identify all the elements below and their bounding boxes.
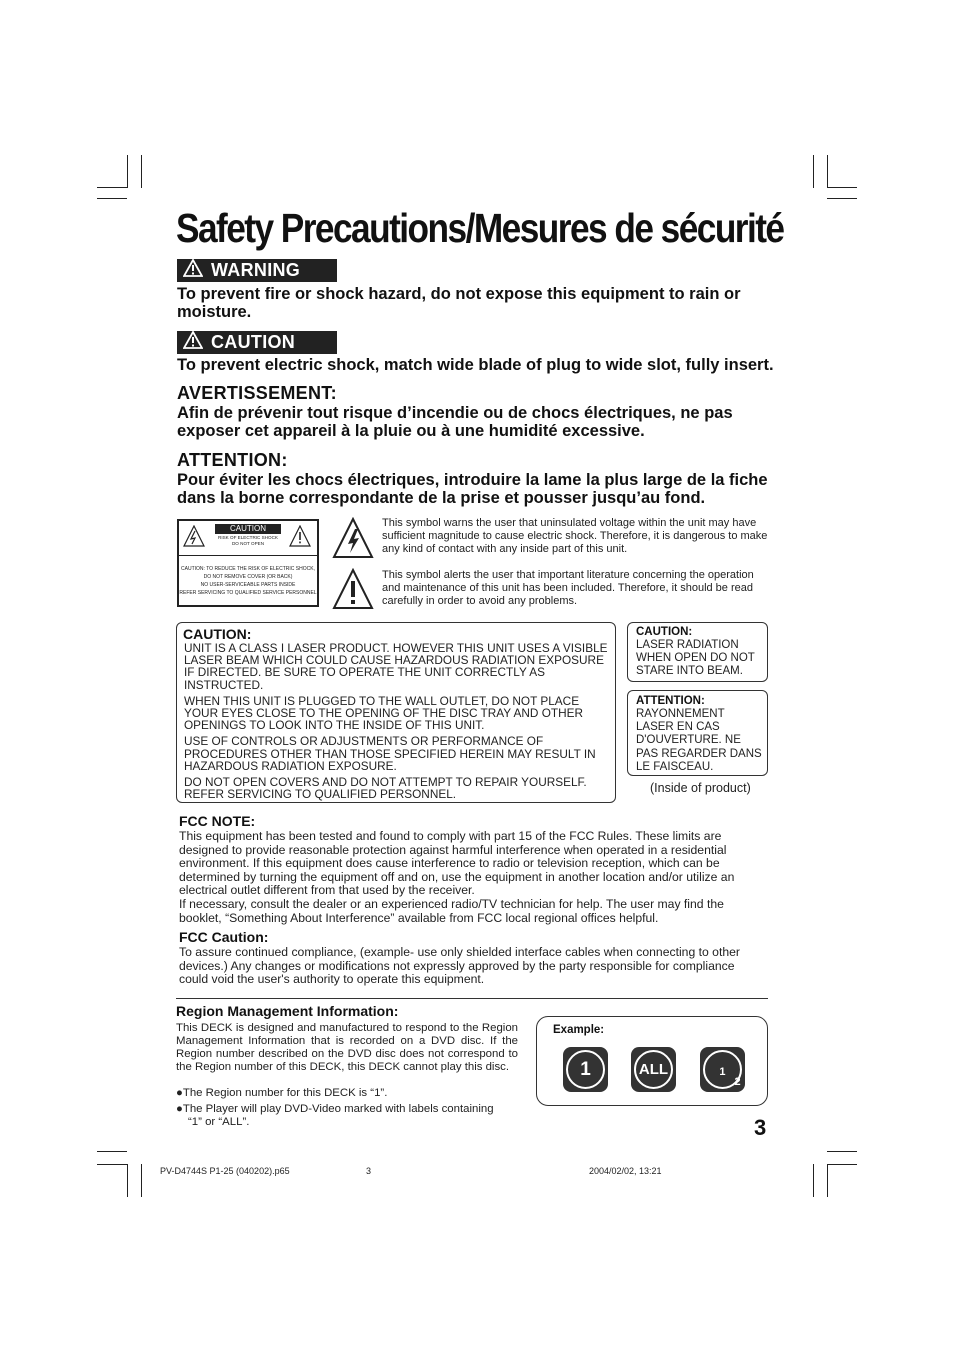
caution-label-text: CAUTION xyxy=(211,332,296,352)
exclamation-symbol-text: This symbol alerts the user that important literature concerning the operation and maintenance of this unit has been included. Therefore, it should be read carefully in order to avoid any problems. xyxy=(382,569,754,607)
bullet-icon: ● xyxy=(176,1103,183,1115)
attention-heading: ATTENTION: xyxy=(177,450,288,470)
region-disc-multi-icon xyxy=(700,1047,756,1098)
region-disc-1-label: 1 xyxy=(580,1058,591,1080)
warning-label-text: WARNING xyxy=(211,260,301,280)
crop-mark xyxy=(813,155,814,188)
crop-mark xyxy=(827,155,828,188)
warning-triangle-icon xyxy=(183,259,203,283)
lightning-symbol-text: This symbol warns the user that uninsulated voltage within the unit may have sufficient magnitude to cause electric shock. Therefore, it is dangerous to make any kind of contact with any inside part of this unit. xyxy=(382,517,768,555)
region-text: This DECK is designed and manufactured to respond to the Region Management Information that is recorded on a DVD disc. If the Region number described on the DVD disc does not correspond to the Region number of this DECK, this DECK cannot play this disc. xyxy=(176,1022,518,1073)
label-risk-line2: DO NOT OPEN xyxy=(231,541,265,546)
region-disc-all-icon xyxy=(631,1047,676,1092)
page-title: Safety Precautions/Mesures de sécurité xyxy=(176,205,784,251)
label-caution-box xyxy=(215,524,281,547)
region-disc-multi-a: 1 xyxy=(719,1065,726,1078)
caution-text: To prevent electric shock, match wide blade of plug to wide slot, fully insert. xyxy=(177,356,774,374)
crop-mark xyxy=(827,187,857,188)
laser-caution-body xyxy=(184,642,614,804)
crop-mark xyxy=(97,198,127,199)
label-line3: NO USER-SERVICEABLE PARTS INSIDE xyxy=(200,582,296,588)
region-bullet1 xyxy=(176,1087,518,1100)
crop-mark xyxy=(127,1164,128,1197)
fcc-note-p2: If necessary, consult the dealer or an experienced radio/TV technician for help. The user may find the booklet, “Something About Interference” available from FCC local regional offices helpful. xyxy=(179,896,724,925)
fcc-note-body xyxy=(179,830,763,925)
side-attention-box xyxy=(627,690,768,776)
crop-mark xyxy=(97,1151,127,1152)
warning-text: To prevent fire or shock hazard, do not expose this equipment to rain or moisture. xyxy=(177,285,741,321)
crop-mark xyxy=(827,1151,857,1152)
page-number: 3 xyxy=(754,1115,767,1140)
section-divider xyxy=(176,998,768,999)
region-disc-1-icon xyxy=(563,1047,608,1092)
region-bullet2-text: The Player will play DVD-Video marked with labels containing “1” or “ALL”. xyxy=(182,1103,494,1128)
label-diagram-bottom xyxy=(179,565,317,597)
label-diagram-top xyxy=(179,521,317,556)
laser-caution-heading: CAUTION: xyxy=(183,626,252,642)
region-disc-multi-c: 4 xyxy=(749,1085,756,1098)
region-bullet1-text: The Region number for this DECK is “1”. xyxy=(182,1087,388,1099)
label-line1: CAUTION: TO REDUCE THE RISK OF ELECTRIC SHOCK, xyxy=(181,566,315,572)
side-caution-text: LASER RADIATION WHEN OPEN DO NOT STARE INTO BEAM. xyxy=(636,639,755,678)
side-caution-heading: CAUTION: xyxy=(636,626,693,638)
laser-caution-p2: WHEN THIS UNIT IS PLUGGED TO THE WALL OUTLET, DO NOT PLACE YOUR EYES CLOSE TO THE OPENING OF THE DISC TRAY AND OTHER OPENINGS TO LOOK INTO THE INSIDE OF THIS UNIT. xyxy=(184,693,583,733)
label-line4: REFER SERVICING TO QUALIFIED SERVICE PERSONNEL xyxy=(179,590,317,596)
crop-mark xyxy=(97,187,127,188)
attention-text: Pour éviter les chocs électriques, introduire la lame la plus large de la fiche dans la borne correspondante de la prise et pousser jusqu’au fond. xyxy=(177,471,768,507)
region-disc-all-label: ALL xyxy=(638,1061,669,1078)
crop-mark xyxy=(141,1164,142,1197)
label-risk-line1: RISK OF ELECTRIC SHOCK xyxy=(218,535,278,540)
inside-product-note: (Inside of product) xyxy=(650,781,751,795)
fcc-note-p1: This equipment has been tested and found to comply with part 15 of the FCC Rules. These limits are designed to provide reasonable protection against harmful interference when operated in a residential environment. If this equipment does cause interference to radio or television reception, which can be determined by turning the equipment off and on, use the equipment in another location and/or utilize an electrical outlet different from that used by the receiver. xyxy=(179,829,735,898)
crop-mark xyxy=(127,155,128,188)
crop-mark xyxy=(141,155,142,188)
region-disc-multi-b: 2 xyxy=(734,1075,741,1088)
region-heading: Region Management Information: xyxy=(176,1003,399,1019)
fcc-caution-heading: FCC Caution: xyxy=(179,929,269,945)
avertissement-text: Afin de prévenir tout risque d’incendie ou de chocs électriques, ne pas exposer cet appareil à la pluie ou à une humidité excessive. xyxy=(177,404,733,440)
fcc-note-heading: FCC NOTE: xyxy=(179,813,256,829)
laser-caution-p1: UNIT IS A CLASS I LASER PRODUCT. HOWEVER THIS UNIT USES A VISIBLE LASER BEAM WHICH COULD CAUSE HAZARDOUS RADIATION EXPOSURE IF DIRECTED. BE SURE TO OPERATE THE UNIT CORRECTLY AS INSTRUCTED. xyxy=(184,641,608,692)
side-attention-heading: ATTENTION: xyxy=(636,695,705,707)
exclamation-triangle-icon xyxy=(289,525,311,547)
crop-mark xyxy=(813,1164,814,1197)
caution-label xyxy=(177,331,337,354)
laser-caution-p4: DO NOT OPEN COVERS AND DO NOT ATTEMPT TO REPAIR YOURSELF. REFER SERVICING TO QUALIFIED PERSONNEL. xyxy=(184,775,587,802)
laser-caution-p3: USE OF CONTROLS OR ADJUSTMENTS OR PERFORMANCE OF PROCEDURES OTHER THAN THOSE SPECIFIED HEREIN MAY RESULT IN HAZARDOUS RADIATION EXPOSURE. xyxy=(184,734,596,773)
fcc-caution-text: To assure continued compliance, (example- use only shielded interface cables when connecting to other devices.) Any changes or modifications not expressly approved by the party responsible for compliance could void the user's authority to operate this equipment. xyxy=(179,945,740,987)
lightning-triangle-icon xyxy=(183,525,205,547)
label-line2: DO NOT REMOVE COVER (OR BACK) xyxy=(203,574,293,580)
crop-mark xyxy=(827,1164,828,1197)
lightning-triangle-icon xyxy=(332,517,374,559)
side-attention-text: RAYONNEMENT LASER EN CAS D'OUVERTURE. NE PAS REGARDER DANS LE FAISCEAU. xyxy=(636,708,762,773)
warning-label xyxy=(177,259,337,282)
footer-timestamp: 2004/02/02, 13:21 xyxy=(589,1166,662,1176)
exclamation-triangle-icon xyxy=(332,568,374,610)
warning-triangle-icon xyxy=(183,331,203,355)
crop-mark xyxy=(827,198,857,199)
side-caution-box xyxy=(627,622,768,682)
laser-caution-box xyxy=(176,622,616,803)
label-caution-word: CAUTION xyxy=(215,524,281,534)
label-diagram xyxy=(177,519,319,607)
footer-file: PV-D4744S P1-25 (040202).p65 xyxy=(160,1166,290,1176)
bullet-icon: ● xyxy=(176,1087,183,1099)
region-bullet2 xyxy=(176,1103,510,1129)
avertissement-heading: AVERTISSEMENT: xyxy=(177,383,337,403)
crop-mark xyxy=(97,1164,127,1165)
crop-mark xyxy=(827,1164,857,1165)
footer-page: 3 xyxy=(366,1166,372,1176)
example-label: Example: xyxy=(553,1024,605,1036)
